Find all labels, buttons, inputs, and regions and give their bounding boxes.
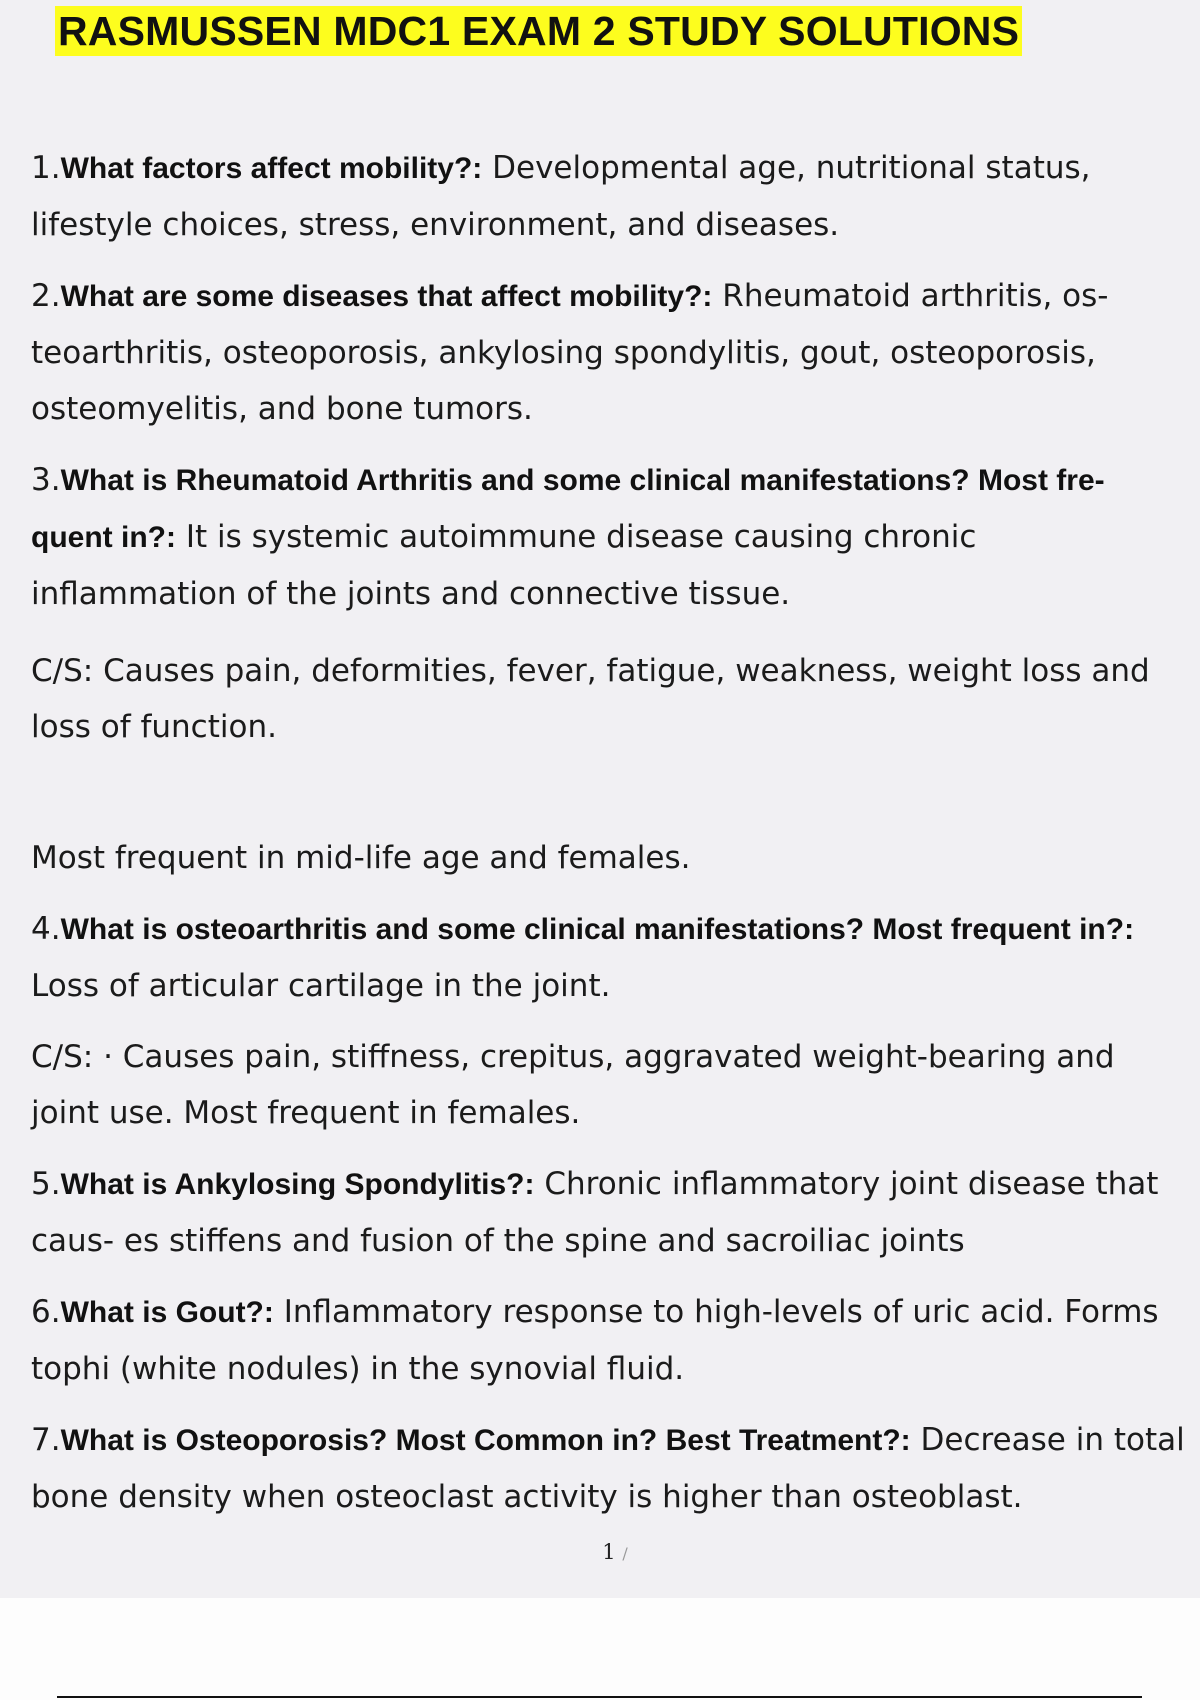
qa-item-2 [31,268,1191,437]
qa-item-5 [31,1156,1191,1269]
item-number: 2. [31,278,61,314]
page-separator: / [622,1544,628,1563]
page-divider [57,1696,1142,1698]
answer: It is systemic autoimmune disease causing chronic inflammation of the joints and connective tissue. [31,519,977,612]
qa-item-6 [31,1284,1191,1397]
answer: Loss of articular cartilage in the joint. [31,968,611,1004]
qa-item-3 [31,452,1191,622]
question: What is Osteoporosis? Most Common in? Best Treatment?: [60,1424,911,1457]
qa-item-4 [31,901,1191,1014]
answer: Inflammatory response to high-levels of uric acid. Forms tophi (white nodules) in the synovial fluid. [31,1294,1159,1387]
qa-item-1 [31,140,1191,253]
item-number: 7. [31,1422,61,1458]
item-number: 1. [31,150,61,186]
item-number: 6. [31,1294,61,1330]
answer: Chronic inflammatory joint disease that caus- es stiffens and fusion of the spine and sacroiliac joints [31,1166,1159,1259]
question: What is Rheumatoid Arthritis and some clinical manifestations? Most fre- quent in?: [31,464,1105,554]
question: What is Ankylosing Spondylitis?: [60,1168,535,1201]
item-number: 3. [31,462,61,498]
answer: Rheumatoid arthritis, os- teoarthritis, osteoporosis, ankylosing spondylitis, gout, osteoporosis, osteomyelitis, and bone tumors. [31,278,1109,427]
answer: Developmental age, nutritional status, lifestyle choices, stress, environment, and diseases. [31,150,1091,243]
question: What is osteoarthritis and some clinical manifestations? Most frequent in?: [60,913,1135,946]
clinical-signs: C/S: · Causes pain, stiffness, crepitus, aggravated weight-bearing and joint use. Most frequent in females. [31,1039,1115,1131]
question: What are some diseases that affect mobility?: [60,280,713,313]
qa-item-7 [31,1412,1191,1525]
frequency-note: Most frequent in mid-life age and females. [31,840,691,876]
page-number [0,1540,1200,1564]
clinical-signs: C/S: Causes pain, deformities, fever, fatigue, weakness, weight loss and loss of function. [31,653,1150,745]
question: What factors affect mobility?: [60,152,483,185]
page-number-value: 1 [602,1540,616,1564]
document-title: RASMUSSEN MDC1 EXAM 2 STUDY SOLUTIONS [55,6,1022,56]
qa-list [31,140,1191,1540]
answer: Decrease in total bone density when osteoclast activity is higher than osteoblast. [31,1422,1185,1515]
item-number: 4. [31,911,61,947]
question: What is Gout?: [60,1296,274,1329]
item-number: 5. [31,1166,61,1202]
